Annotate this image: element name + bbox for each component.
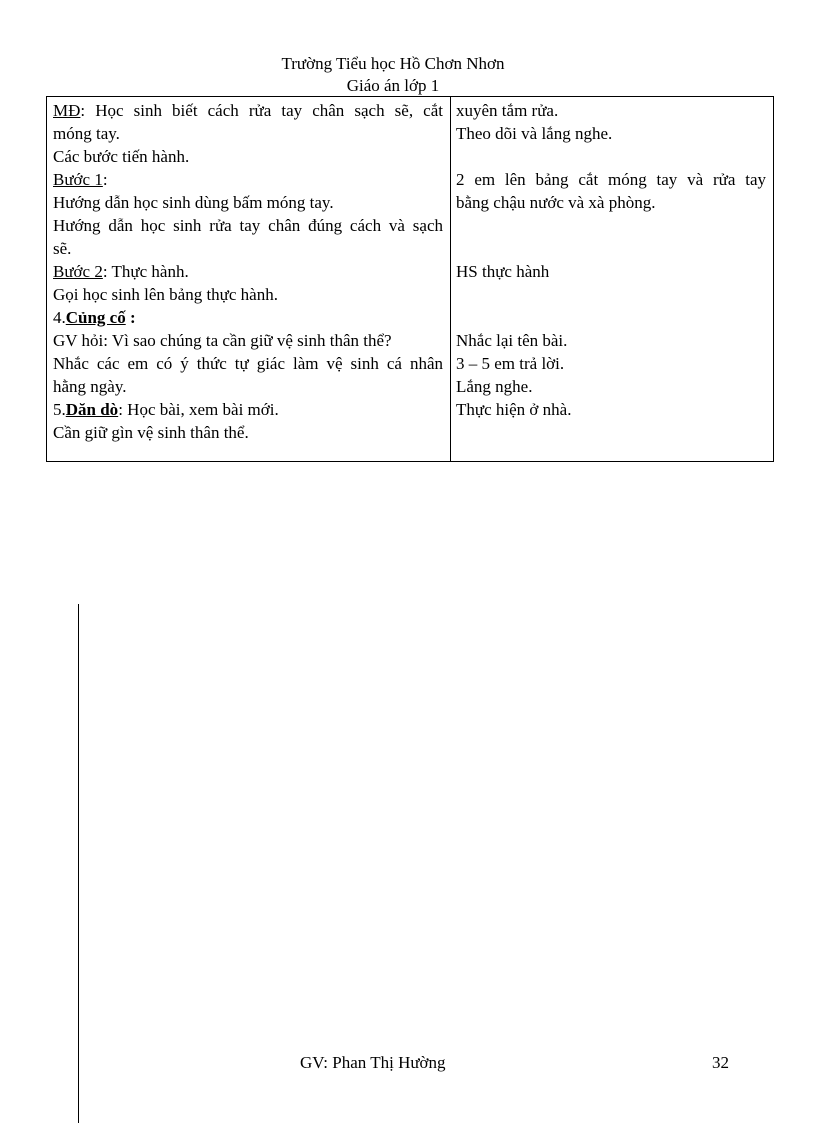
student-line-9: Thực hiện ở nhà. [456, 400, 572, 419]
section4-colon: : [125, 308, 136, 327]
student-line-2: Theo dõi và lắng nghe. [456, 124, 613, 143]
spacer [456, 145, 766, 168]
reminder-line-2: hằng ngày. [53, 377, 127, 396]
step1-line-1: Hướng dẫn học sinh dùng bấm móng tay. [53, 193, 334, 212]
section5-text: : Học bài, xem bài mới. [118, 400, 279, 419]
teacher-activity-column [53, 99, 443, 444]
section5-label: Dăn dò [65, 400, 119, 419]
section4-label: Củng cố [65, 308, 126, 327]
spacer [456, 214, 766, 237]
objective-line-2: móng tay. [53, 124, 120, 143]
school-name: Trường Tiểu học Hồ Chơn Nhơn [281, 54, 505, 73]
step2-text: : Thực hành. [102, 262, 189, 281]
student-line-7: 3 – 5 em trả lời. [456, 354, 565, 373]
student-line-3: 2 em lên bảng cắt móng tay và rửa tay [456, 170, 766, 189]
page-number: 32 [712, 1053, 729, 1072]
column-divider [450, 97, 451, 461]
lesson-plan-title: Giáo án lớp 1 [346, 76, 440, 95]
teacher-name: GV: Phan Thị Hường [300, 1053, 446, 1072]
step2-label: Bước 2 [53, 262, 103, 281]
keep-hygiene-line: Cần giữ gìn vệ sinh thân thể. [53, 423, 249, 442]
step1-line-2: Hướng dẫn học sinh rửa tay chân đúng cách và sạch [53, 216, 443, 235]
section4-heading [53, 306, 443, 329]
reminder-line-1: Nhắc các em có ý thức tự giác làm vệ sinh cá nhân [53, 354, 443, 373]
objective-line [53, 99, 443, 122]
section5-heading [53, 398, 443, 421]
step1-label: Bước 1 [53, 170, 103, 189]
lesson-table [46, 96, 774, 462]
spacer [456, 306, 766, 329]
spacer [456, 237, 766, 260]
step2-heading [53, 260, 443, 283]
step2-line-2: Gọi học sinh lên bảng thực hành. [53, 285, 278, 304]
student-line-6: Nhắc lại tên bài. [456, 331, 568, 350]
student-activity-column [456, 99, 766, 421]
objective-text: : Học sinh biết cách rửa tay chân sạch sẽ, cắt [80, 101, 443, 120]
objective-label: MĐ [53, 101, 81, 120]
step1-line-3: sẽ. [53, 239, 72, 258]
margin-rule [78, 604, 79, 1123]
section5-number: 5. [53, 400, 66, 419]
spacer [456, 283, 766, 306]
question-line: GV hỏi: Vì sao chúng ta cần giữ vệ sinh thân thể? [53, 331, 392, 350]
step1-colon: : [102, 170, 108, 189]
student-line-8: Lắng nghe. [456, 377, 533, 396]
student-line-4: bằng chậu nước và xà phòng. [456, 193, 656, 212]
step1-heading [53, 168, 443, 191]
student-line-5: HS thực hành [456, 262, 550, 281]
steps-intro: Các bước tiến hành. [53, 147, 190, 166]
student-line-1: xuyên tắm rửa. [456, 101, 559, 120]
section4-number: 4. [53, 308, 66, 327]
